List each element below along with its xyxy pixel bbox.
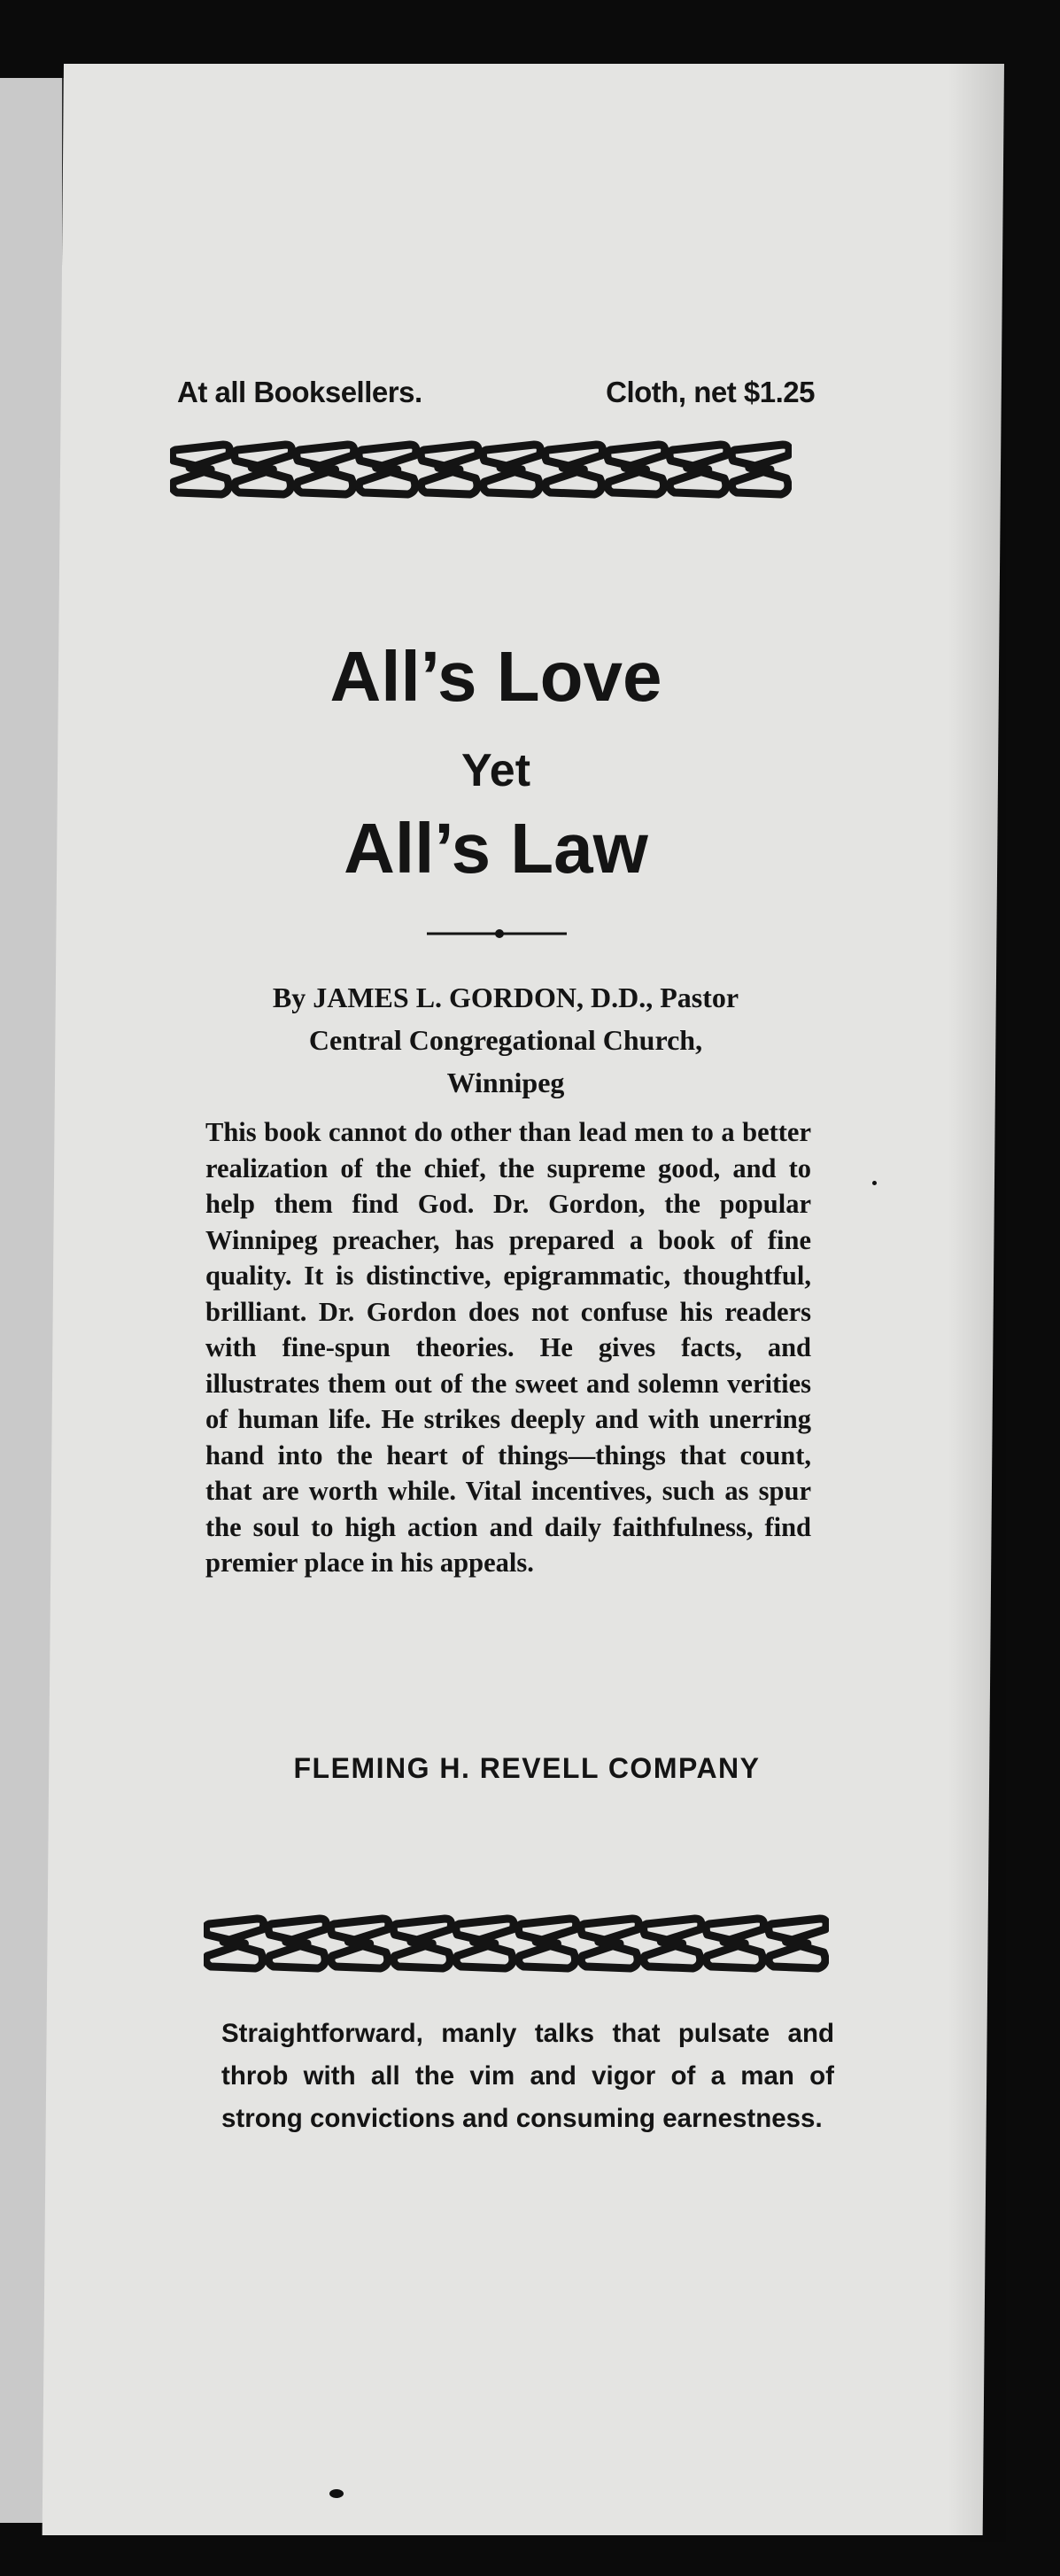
border-link xyxy=(172,445,229,494)
border-link xyxy=(268,1919,326,1968)
title-divider xyxy=(427,928,567,939)
tagline: Straightforward, manly talks that pulsate and throb with all the vim and vigor of a man of strong convictions and consuming earnestness. xyxy=(221,2019,834,2133)
title-line-3: All’s Law xyxy=(344,809,648,888)
border-link xyxy=(607,445,665,494)
page-shadow xyxy=(948,62,1006,2542)
border-link xyxy=(393,1919,451,1968)
availability-text: At all Booksellers. xyxy=(177,376,422,408)
border-link xyxy=(518,1919,576,1968)
border-link xyxy=(644,1919,701,1968)
border-link xyxy=(545,445,603,494)
book-description: This book cannot do other than lead men to a better realization of the chief, the supreme good, and to help them find God. Dr. Gordon, the popular Winnipeg preacher, has prepared a book of fine quality. It is distinctive, epigrammatic, thoughtful, brilliant. Dr. Gordon does not confuse his readers with fine-spun theories. He gives facts, and illustrates them out of the sweet and solemn verities of human life. He strikes deeply and with unerring hand into the heart of things—things that count, that are worth while. Vital incentives, such as spur the soul to high action and daily faithfulness, find premier place in his appeals. xyxy=(205,1117,811,1578)
title-line-1: All’s Love xyxy=(329,637,662,716)
border-link xyxy=(205,1919,263,1968)
border-link xyxy=(731,445,789,494)
border-link xyxy=(331,1919,389,1968)
border-link xyxy=(706,1919,763,1968)
ink-speck xyxy=(329,2489,344,2498)
border-link xyxy=(297,445,354,494)
border-link xyxy=(359,445,416,494)
price-text: Cloth, net $1.25 xyxy=(606,376,815,408)
city-line: Winnipeg xyxy=(446,1067,565,1098)
border-link xyxy=(456,1919,514,1968)
border-link xyxy=(581,1919,638,1968)
border-link xyxy=(669,445,727,494)
church-line: Central Congregational Church, xyxy=(308,1024,703,1056)
publisher-name: FLEMING H. REVELL COMPANY xyxy=(293,1752,761,1784)
author-line: By JAMES L. GORDON, D.D., Pastor xyxy=(272,982,739,1013)
ink-speck xyxy=(872,1181,877,1185)
ornamental-border-bottom xyxy=(204,1912,829,1975)
byline xyxy=(190,976,822,1104)
ornamental-border-top xyxy=(170,438,792,501)
headline-row xyxy=(177,376,815,409)
border-link xyxy=(769,1919,826,1968)
border-link xyxy=(483,445,540,494)
border-link xyxy=(421,445,478,494)
title-line-2: Yet xyxy=(460,745,531,796)
border-link xyxy=(235,445,292,494)
